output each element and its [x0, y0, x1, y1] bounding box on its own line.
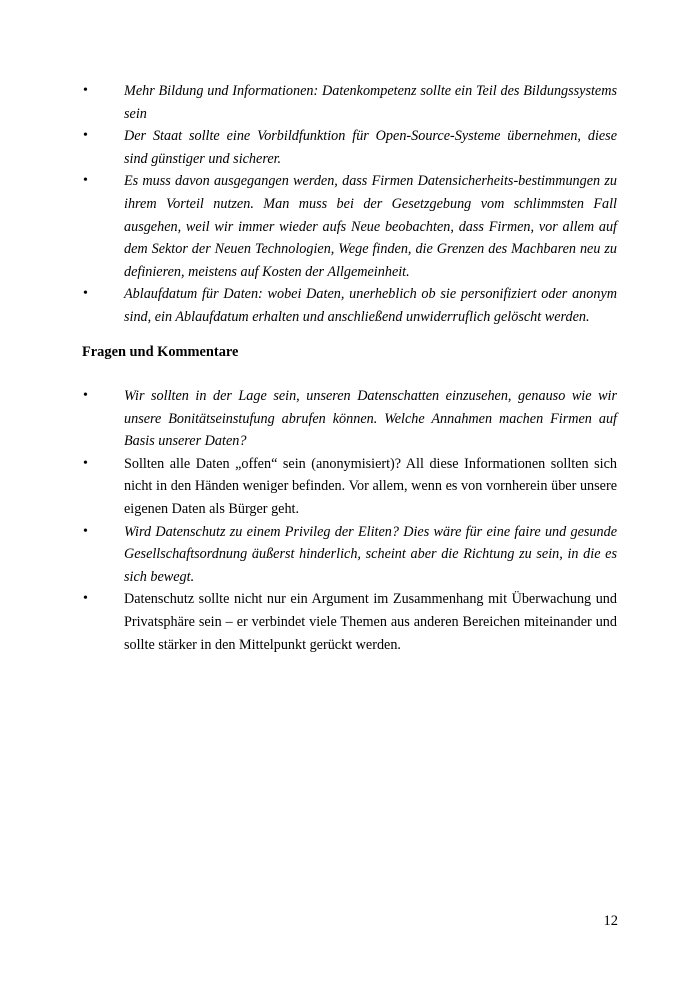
bullet: • — [83, 523, 88, 539]
list-item-text: Es muss davon ausgegangen werden, dass Firmen Datensicherheits-bestimmungen zu ihrem Vorteil nutzen. Man muss bei der Gesetzgebung vom schlimmsten Fall ausgehen, weil wir immer wieder aufs Neue beobachten, dass Firmen, vor allem auf dem Sektor der Neuen Technologien, Wege finden, die Grenzen des Machbaren neu zu definieren, meistens auf Kosten der Allgemeinheit. — [124, 173, 617, 280]
list-item-text: Mehr Bildung und Informationen: Datenkompetenz sollte ein Teil des Bildungssystems sein — [124, 83, 617, 122]
bullet: • — [83, 286, 88, 302]
list-item-text: Wird Datenschutz zu einem Privileg der Eliten? Dies wäre für eine faire und gesunde Gesellschaftsordnung äußerst hinderlich, scheint aber die Richtung zu sein, in die es sich bewegt. — [124, 523, 617, 585]
list-item — [82, 80, 617, 125]
bullet: • — [83, 173, 88, 189]
list-item-text: Sollten alle Daten „offen“ sein (anonymisiert)? All diese Informationen sollten sich nicht in den Händen weniger befinden. Vor allem, wenn es von vornherein über unsere eigenen Daten als Bürger geht. — [124, 455, 617, 517]
list-item — [82, 453, 617, 521]
bullet: • — [83, 83, 88, 98]
list-item — [82, 385, 617, 453]
questions-list — [82, 385, 617, 656]
list-item — [82, 170, 617, 283]
list-item — [82, 588, 617, 656]
list-item-text: Ablaufdatum für Daten: wobei Daten, unerheblich ob sie personifiziert oder anonym sind, ein Ablaufdatum erhalten und anschließend unwiderruflich gelöscht werden. — [124, 286, 617, 325]
bullet: • — [83, 388, 88, 403]
bullet: • — [83, 455, 88, 471]
list-item-text: Wir sollten in der Lage sein, unseren Datenschatten einzusehen, genauso wie wir unsere Bonitätseinstufung abrufen können. Welche Annahmen machen Firmen auf Basis unserer Daten? — [124, 388, 617, 450]
page-number: 12 — [603, 913, 618, 929]
list-item — [82, 283, 617, 328]
recommendations-list — [82, 80, 617, 329]
bullet: • — [83, 128, 88, 144]
bullet: • — [83, 591, 88, 607]
section-heading: Fragen und Kommentare — [82, 344, 239, 360]
list-item-text: Der Staat sollte eine Vorbildfunktion für Open-Source-Systeme übernehmen, diese sind günstiger und sicherer. — [124, 128, 617, 167]
list-item-text: Datenschutz sollte nicht nur ein Argument im Zusammenhang mit Überwachung und Privatsphäre sein – er verbindet viele Themen aus anderen Bereichen miteinander und sollte stärker in den Mittelpunkt gerückt werden. — [124, 591, 617, 653]
list-item — [82, 125, 617, 170]
list-item — [82, 521, 617, 589]
